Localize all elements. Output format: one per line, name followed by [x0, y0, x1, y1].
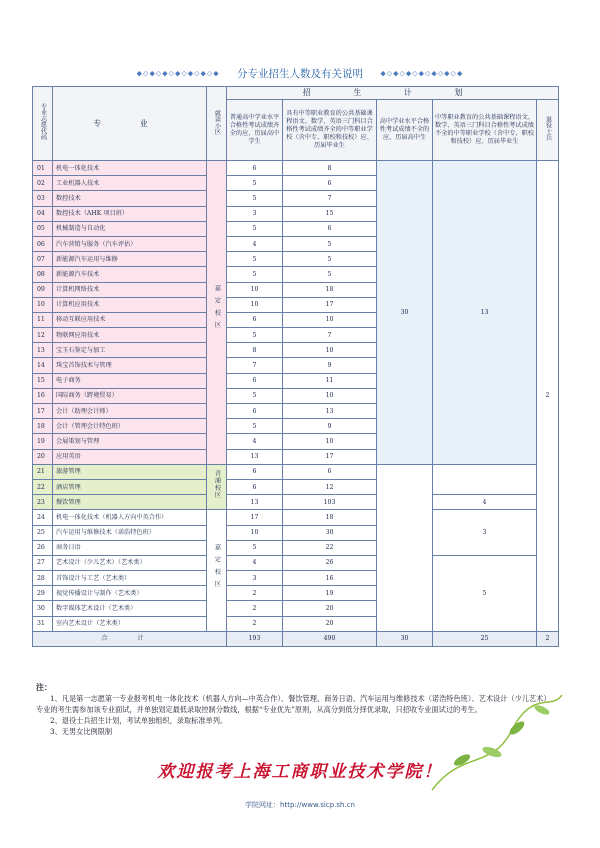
row-code: 14 — [33, 358, 53, 373]
row-count-b: 5 — [283, 236, 377, 251]
row-major-name: 首饰设计与工艺（艺术类） — [53, 571, 207, 586]
note-2: 2、退役士兵招生计划，考试单独组织，录取标准单列。 — [50, 716, 228, 725]
row-count-b: 17 — [283, 449, 377, 464]
row-major-name: 艺术设计（少儿艺术）（艺术类） — [53, 555, 207, 570]
row-count-b: 11 — [283, 373, 377, 388]
row-code: 28 — [33, 571, 53, 586]
row-count-a: 2 — [227, 601, 283, 616]
row-major-name: 珠宝首饰技术与管理 — [53, 358, 207, 373]
row-count-a: 5 — [227, 176, 283, 191]
row-count-b: 15 — [283, 206, 377, 221]
merged-count-d: 4 — [433, 495, 537, 510]
row-code: 24 — [33, 510, 53, 525]
row-count-a: 2 — [227, 616, 283, 631]
row-major-name: 计算机应用技术 — [53, 297, 207, 312]
row-count-a: 5 — [227, 221, 283, 236]
row-major-name: 移动互联应用技术 — [53, 312, 207, 327]
row-code: 31 — [33, 616, 53, 631]
total-label: 合 计 — [33, 631, 227, 646]
row-code: 12 — [33, 328, 53, 343]
row-count-a: 10 — [227, 282, 283, 297]
row-count-a: 4 — [227, 236, 283, 251]
row-count-b: 16 — [283, 571, 377, 586]
row-major-name: 数控技术（AHK 项目班） — [53, 206, 207, 221]
total-c: 30 — [377, 631, 433, 646]
row-count-b: 7 — [283, 328, 377, 343]
row-major-name: 机电一体化技术（机器人方向中英合作） — [53, 510, 207, 525]
row-count-a: 8 — [227, 343, 283, 358]
row-major-name: 会计（管理会计特色班） — [53, 419, 207, 434]
header-major: 专 业 — [53, 87, 207, 161]
row-major-name: 旅游管理 — [53, 464, 207, 479]
row-major-name: 电子商务 — [53, 373, 207, 388]
row-major-name: 会计（助理会计师） — [53, 404, 207, 419]
header-col-c: 高中学业水平合格性考试成绩不全的应、历届高中生 — [377, 100, 433, 161]
row-count-a: 6 — [227, 373, 283, 388]
table-row — [33, 464, 559, 479]
row-count-b: 17 — [283, 297, 377, 312]
empty-count-c — [377, 464, 433, 631]
row-count-b: 30 — [283, 525, 377, 540]
row-count-a: 3 — [227, 571, 283, 586]
row-code: 02 — [33, 176, 53, 191]
total-b: 490 — [283, 631, 377, 646]
campus-cell: 嘉定校区 — [207, 510, 227, 632]
row-major-name: 新能源汽车技术 — [53, 267, 207, 282]
row-count-b: 18 — [283, 282, 377, 297]
row-count-b: 26 — [283, 555, 377, 570]
row-code: 18 — [33, 419, 53, 434]
row-major-name: 会展策划与管理 — [53, 434, 207, 449]
header-code: 专业志愿代码 — [33, 87, 53, 161]
row-count-a: 4 — [227, 434, 283, 449]
row-count-b: 6 — [283, 221, 377, 236]
row-code: 10 — [33, 297, 53, 312]
row-count-a: 10 — [227, 525, 283, 540]
row-count-a: 13 — [227, 495, 283, 510]
row-count-a: 5 — [227, 191, 283, 206]
row-count-b: 7 — [283, 191, 377, 206]
row-count-a: 6 — [227, 312, 283, 327]
row-major-name: 机械制造与自动化 — [53, 221, 207, 236]
row-major-name: 视觉传播设计与制作（艺术类） — [53, 586, 207, 601]
row-major-name: 汽车营销与服务（汽车评估） — [53, 236, 207, 251]
row-count-a: 6 — [227, 161, 283, 176]
row-count-b: 103 — [283, 495, 377, 510]
row-code: 27 — [33, 555, 53, 570]
header-col-b: 具有中等职业教育的公共基础课程语文、数学、英语三门科目合格性考试成绩齐全的中等职业学校（含中专、职校和技校）应、历届毕业生 — [283, 100, 377, 161]
heading-decoration-left: ◆◇◆◇◆◇◆◇◆◇◆◇◆ — [136, 69, 220, 78]
table-row — [33, 555, 559, 570]
row-count-a: 10 — [227, 297, 283, 312]
total-row — [33, 631, 559, 646]
table-row — [33, 161, 559, 176]
note-1: 1、凡是第一志愿第一专业报考机电一体化技术（机器人方向—中英合作）、餐饮管理、商务日语、汽车运用与维修技术（诺浩特色班）、艺术设计（少儿艺术）专业的考生需参加该专业面试，并单独划定最低录取控制分数线，根据“专业优先”原则，从高分到低分择优录取，只招收专业面试过的考生。 — [36, 694, 551, 714]
merged-count-d: 5 — [433, 555, 537, 631]
row-code: 05 — [33, 221, 53, 236]
row-count-b: 13 — [283, 404, 377, 419]
row-count-a: 13 — [227, 449, 283, 464]
row-code: 29 — [33, 586, 53, 601]
row-count-b: 5 — [283, 252, 377, 267]
row-major-name: 新能源汽车运用与维修 — [53, 252, 207, 267]
row-count-b: 19 — [283, 586, 377, 601]
row-count-b: 6 — [283, 464, 377, 479]
row-count-a: 5 — [227, 419, 283, 434]
row-major-name: 汽车运用与维修技术（诺浩特色班） — [53, 525, 207, 540]
row-code: 21 — [33, 464, 53, 479]
table-row — [33, 510, 559, 525]
heading-decoration-right: ◆◇◆◇◆◇◆◇◆◇◆◇◆ — [380, 69, 464, 78]
row-major-name: 国际商务（跨境贸易） — [53, 388, 207, 403]
merged-count-c: 30 — [377, 161, 433, 465]
row-count-b: 10 — [283, 343, 377, 358]
row-code: 03 — [33, 191, 53, 206]
row-code: 07 — [33, 252, 53, 267]
row-major-name: 商务日语 — [53, 540, 207, 555]
row-count-a: 3 — [227, 206, 283, 221]
row-count-b: 10 — [283, 388, 377, 403]
row-count-a: 5 — [227, 328, 283, 343]
row-count-a: 4 — [227, 555, 283, 570]
campus-cell: 嘉定校区 — [207, 161, 227, 465]
total-e: 2 — [537, 631, 559, 646]
enrollment-table — [32, 86, 558, 647]
row-count-a: 17 — [227, 510, 283, 525]
website-link[interactable]: 学院网址：http://www.sicp.sh.cn — [245, 801, 355, 809]
row-major-name: 物联网应用技术 — [53, 328, 207, 343]
row-count-a: 6 — [227, 404, 283, 419]
row-count-b: 9 — [283, 358, 377, 373]
row-code: 09 — [33, 282, 53, 297]
notes-label: 注： — [36, 682, 52, 692]
header-col-e: 退役士兵 — [537, 100, 559, 161]
row-code: 16 — [33, 388, 53, 403]
row-code: 30 — [33, 601, 53, 616]
page-heading — [0, 66, 600, 82]
header-col-a: 普通高中学业水平合格性考试成绩齐全的应、历届高中学生 — [227, 100, 283, 161]
row-major-name: 机电一体化技术 — [53, 161, 207, 176]
row-count-b: 12 — [283, 479, 377, 494]
row-major-name: 宝玉石鉴定与加工 — [53, 343, 207, 358]
row-count-b: 6 — [283, 176, 377, 191]
total-a: 193 — [227, 631, 283, 646]
row-code: 26 — [33, 540, 53, 555]
row-code: 17 — [33, 404, 53, 419]
empty-count-d — [433, 464, 537, 494]
row-major-name: 酒店管理 — [53, 479, 207, 494]
header-plan: 招 生 计 划 — [227, 87, 559, 100]
row-major-name: 数字媒体艺术设计（艺术类） — [53, 601, 207, 616]
row-code: 19 — [33, 434, 53, 449]
header-campus: 就读小区 — [207, 87, 227, 161]
merged-count-e: 2 — [537, 161, 559, 632]
merged-count-d: 13 — [433, 161, 537, 465]
row-count-a: 6 — [227, 464, 283, 479]
row-major-name: 应用英语 — [53, 449, 207, 464]
row-count-a: 6 — [227, 479, 283, 494]
row-code: 20 — [33, 449, 53, 464]
row-count-b: 9 — [283, 419, 377, 434]
row-count-a: 2 — [227, 586, 283, 601]
row-count-b: 20 — [283, 601, 377, 616]
row-code: 25 — [33, 525, 53, 540]
row-major-name: 餐饮管理 — [53, 495, 207, 510]
row-major-name: 工业机器人技术 — [53, 176, 207, 191]
table-row — [33, 495, 559, 510]
row-count-a: 5 — [227, 388, 283, 403]
row-code: 06 — [33, 236, 53, 251]
merged-count-d: 3 — [433, 510, 537, 556]
note-3: 3、无男女比例限制 — [50, 727, 113, 736]
row-major-name: 室内艺术设计（艺术类） — [53, 616, 207, 631]
row-code: 11 — [33, 312, 53, 327]
campus-cell: 青浦校区 — [207, 464, 227, 510]
row-major-name: 数控技术 — [53, 191, 207, 206]
row-count-b: 8 — [283, 161, 377, 176]
row-count-b: 22 — [283, 540, 377, 555]
row-code: 08 — [33, 267, 53, 282]
page-title: 分专业招生人数及有关说明 — [237, 68, 363, 80]
row-code: 22 — [33, 479, 53, 494]
row-count-b: 10 — [283, 434, 377, 449]
row-count-a: 5 — [227, 252, 283, 267]
row-count-b: 10 — [283, 312, 377, 327]
total-d: 25 — [433, 631, 537, 646]
header-col-d: 中等职业教育的公共基础课程语文、数学、英语三门科目合格性考试成绩不全的中等职业学校（含中专、职校和技校）应、历届毕业生 — [433, 100, 537, 161]
row-count-a: 5 — [227, 267, 283, 282]
slogan: 欢迎报考上海工商职业技术学院！ — [157, 762, 443, 782]
row-code: 15 — [33, 373, 53, 388]
row-count-a: 7 — [227, 358, 283, 373]
row-count-b: 5 — [283, 267, 377, 282]
row-count-a: 5 — [227, 540, 283, 555]
row-count-b: 20 — [283, 616, 377, 631]
row-major-name: 计算机网络技术 — [53, 282, 207, 297]
row-code: 04 — [33, 206, 53, 221]
decorative-vine-icon — [422, 690, 572, 800]
row-code: 23 — [33, 495, 53, 510]
row-code: 01 — [33, 161, 53, 176]
row-code: 13 — [33, 343, 53, 358]
row-count-b: 18 — [283, 510, 377, 525]
